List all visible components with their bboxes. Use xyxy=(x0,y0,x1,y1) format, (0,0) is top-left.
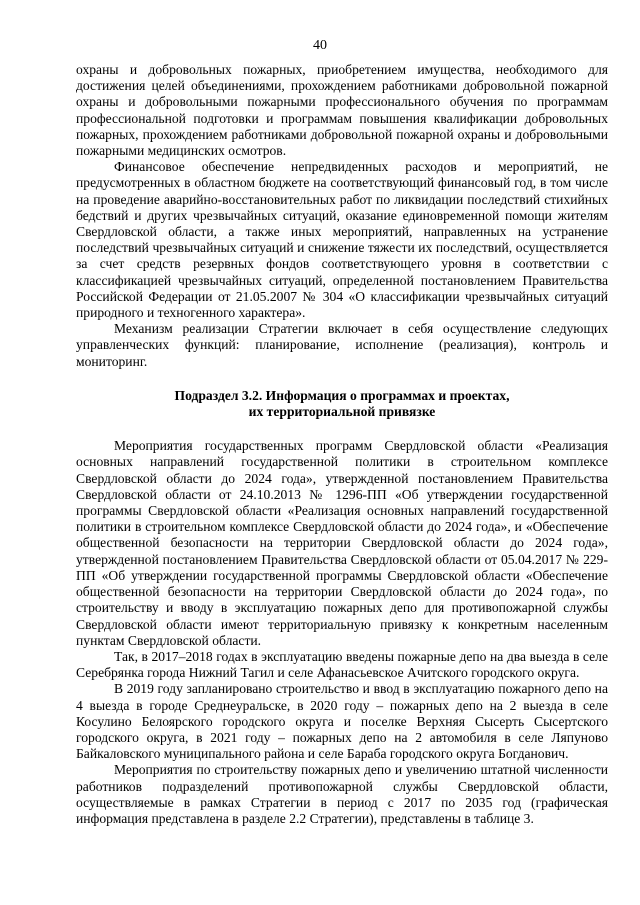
paragraph-mechanism: Механизм реализации Стратегии включает в себя осуществление следующих управленческих функций: планирование, исполнение (реализация), контроль и мониторинг. xyxy=(76,321,608,369)
section-heading-line-2: их территориальной привязке xyxy=(248,404,436,420)
paragraph-2017-2018: Так, в 2017–2018 годах в эксплуатацию введены пожарные депо на два выезда в селе Серебрянка города Нижний Тагил и селе Афанасьевское Ачитского городского округа. xyxy=(76,648,608,681)
section-heading xyxy=(76,388,608,420)
section-heading-line-1: Подраздел 3.2. Информация о программах и проектах, xyxy=(174,387,510,403)
paragraph-financing: Финансовое обеспечение непредвиденных расходов и мероприятий, не предусмотренных в областном бюджете на соответствующий финансовый год, в том числе на проведение аварийно-восстановительных работ по ликвидации последствий стихийных бедствий и других чрезвычайных ситуаций, оказание единовременной помощи жителям Свердловской области, а также иных мероприятий, направленных на устранение последствий чрезвычайных ситуаций и снижение тяжести их последствий, осуществляется за счет средств резервных фондов соответствующего уровня в соответствии с классификацией чрезвычайных ситуаций, определенной постановлением Правительства Российской Федерации от 21.05.2007 № 304 «О классификации чрезвычайных ситуаций природного и техногенного характера». xyxy=(76,159,608,321)
document-body xyxy=(76,62,608,827)
paragraph-programs: Мероприятия государственных программ Свердловской области «Реализация основных направлений государственной политики в строительном комплексе Свердловской области до 2024 года», утвержденной постановлением Правительства Свердловской области от 24.10.2013 № 1296-ПП «Об утверждении государственной программы Свердловской области «Реализация основных направлений государственной политики в строительном комплексе Свердловской области до 2024 года», и «Обеспечение общественной безопасности на территории Свердловской области до 2024 года», утвержденной постановлением Правительства Свердловской области от 05.04.2017 № 229-ПП «Об утверждении государственной программы Свердловской области «Обеспечение общественной безопасности на территории Свердловской области до 2024 года», по строительству и вводу в эксплуатацию пожарных депо для противопожарной службы Свердловской области имеют территориальную привязку к конкретным населенным пунктам Свердловской области. xyxy=(76,438,608,648)
page-number: 40 xyxy=(313,38,327,53)
paragraph-continued: охраны и добровольных пожарных, приобретением имущества, необходимого для достижения целей объединениями, прохождением работниками добровольной пожарной охраны и добровольными пожарными профессионального обучения по программам профессиональной подготовки и программам повышения квалификации добровольных пожарных, прохождением работниками добровольной пожарной охраны и добровольными пожарными медицинских осмотров. xyxy=(76,62,608,159)
paragraph-2019-2021: В 2019 году запланировано строительство и ввод в эксплуатацию пожарного депо на 4 выезда в городе Среднеуральске, в 2020 году – пожарных депо на 2 выезда в селе Косулино Белоярского городского округа и поселке Верхняя Сысерть Сысертского городского округа, в 2021 году – пожарных депо на 2 автомобиля в селе Ляпуново Байкаловского муниципального района и селе Бараба городского округа Богданович. xyxy=(76,681,608,762)
paragraph-table-reference: Мероприятия по строительству пожарных депо и увеличению штатной численности работников подразделений противопожарной службы Свердловской области, осуществляемые в рамках Стратегии в период с 2017 по 2035 год (графическая информация представлена в разделе 2.2 Стратегии), представлены в таблице 3. xyxy=(76,762,608,826)
